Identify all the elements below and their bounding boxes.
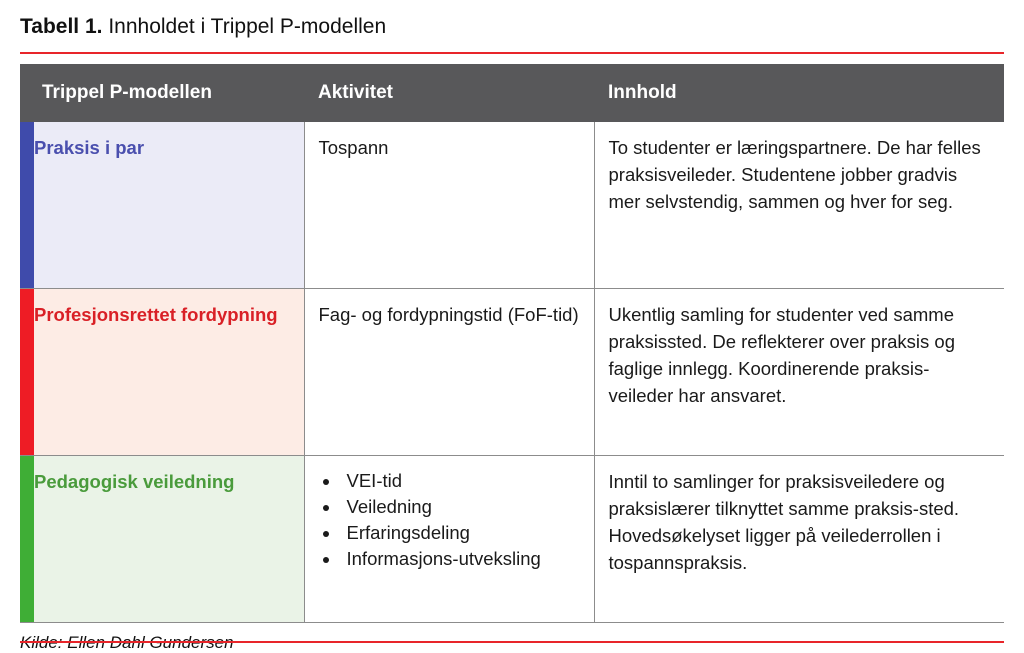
row-category-label: Pedagogisk veiledning bbox=[34, 471, 235, 492]
list-item: • Veiledning bbox=[341, 494, 580, 520]
data-table bbox=[20, 64, 1004, 623]
accent-bar bbox=[20, 456, 34, 622]
table-row bbox=[20, 289, 1004, 456]
accent-bar bbox=[20, 289, 34, 455]
row-category-label: Profesjonsrettet fordypning bbox=[34, 304, 278, 325]
table-caption bbox=[20, 0, 1004, 52]
row-category-label: Praksis i par bbox=[34, 137, 145, 158]
activity-list bbox=[319, 468, 580, 572]
table-header-row bbox=[20, 64, 1004, 122]
row-content-cell: To studenter er læringspartnere. De har felles praksisveileder. Studentene jobber gradvis mer selvstendig, sammen og hver for seg. bbox=[594, 122, 1004, 289]
row-content-cell: Ukentlig samling for studenter ved samme praksissted. De reflekterer over praksis og faglige innlegg. Koordinerende praksis-veileder har ansvaret. bbox=[594, 289, 1004, 456]
column-header-content: Innhold bbox=[594, 64, 1004, 122]
column-header-model: Trippel P-modellen bbox=[20, 64, 304, 122]
row-category-cell bbox=[20, 456, 304, 623]
row-activity-cell: Fag- og fordypningstid (FoF-tid) bbox=[304, 289, 594, 456]
caption-label: Tabell 1. bbox=[20, 15, 103, 38]
row-category-cell bbox=[20, 289, 304, 456]
caption-text: Innholdet i Trippel P-modellen bbox=[102, 15, 387, 38]
list-item: • Informasjons-utveksling bbox=[341, 546, 580, 572]
row-category-cell bbox=[20, 122, 304, 289]
row-content-cell: Inntil to samlinger for praksisveiledere og praksislærer tilknyttet samme praksis-sted. Hovedsøkelyset ligger på veilederrollen i tospannspraksis. bbox=[594, 456, 1004, 623]
top-divider bbox=[20, 52, 1004, 54]
column-header-activity: Aktivitet bbox=[304, 64, 594, 122]
table-row bbox=[20, 456, 1004, 623]
row-activity-cell bbox=[304, 456, 594, 623]
list-item: • VEI-tid bbox=[341, 468, 580, 494]
bottom-divider bbox=[20, 641, 1004, 643]
accent-bar bbox=[20, 122, 34, 288]
row-activity-cell: Tospann bbox=[304, 122, 594, 289]
list-item: • Erfaringsdeling bbox=[341, 520, 580, 546]
source-note bbox=[20, 623, 1004, 653]
table-row bbox=[20, 122, 1004, 289]
